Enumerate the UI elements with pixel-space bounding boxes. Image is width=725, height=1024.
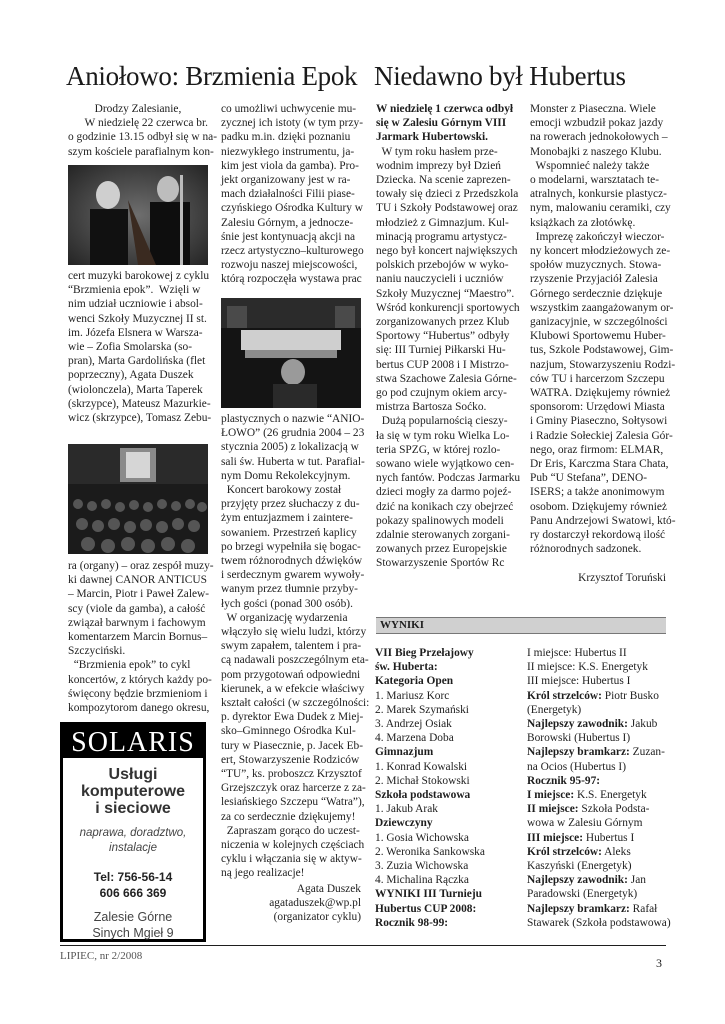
- text-line: zdalnie sterowanych zorgani-: [376, 529, 510, 541]
- text-line: pom przygotowań odpowiedni: [221, 668, 361, 681]
- text-line: zorganizowanych przez Klub: [376, 316, 510, 328]
- text-line: ny koncert młodzieżowych ze-: [530, 245, 671, 257]
- result-line: [527, 646, 627, 660]
- result-line: Dziewczyny: [375, 817, 433, 830]
- result-line: 3. Andrzej Osiak: [375, 718, 452, 730]
- result-value: Kaszyński (Energetyk): [527, 860, 632, 872]
- text-line: książkach za złotówkę.: [530, 216, 636, 229]
- text-line: zowanych przez Europejskie: [376, 543, 507, 556]
- text-line: nych fantów. Podczas Jarmarku: [376, 472, 521, 485]
- text-line: Zalesiu Górnym, a jednocze-: [221, 216, 354, 229]
- text-line: atralnych, konkursie plastycz-: [530, 188, 667, 201]
- text-line: niczenia w kolejnych częściach: [221, 839, 365, 851]
- result-line: Rocznik 98-99:: [375, 916, 449, 929]
- result-line: [527, 717, 657, 731]
- signature-line: agataduszek@wp.pl: [269, 897, 361, 910]
- result-line: [527, 660, 648, 674]
- text-line: mach działalności Filii piase-: [221, 188, 355, 201]
- text-line: młodzież z Gimnazjum. Kul-: [376, 216, 509, 229]
- text-line: łych gości (ponad 300 osób).: [221, 597, 353, 610]
- text-line: ert, Stowarzyszenie Rodziców: [221, 753, 360, 766]
- result-label: II miejsce:: [527, 803, 579, 816]
- result-value: I miejsce: Hubertus II: [527, 647, 627, 659]
- text-line: – Marcin, Piotr i Paweł Zalew-: [68, 588, 210, 601]
- text-line: o godzinie 13.15 odbył się w na-: [68, 131, 218, 144]
- text-line: WATRA. Dziękujemy również: [530, 387, 671, 399]
- text-line: cyklu i włączania się w aktyw-: [221, 853, 362, 866]
- text-line: sali św. Huberta w tut. Parafial-: [221, 455, 365, 468]
- text-line: rozwoju naszej miejscowości,: [221, 259, 358, 272]
- result-line: [527, 689, 659, 703]
- text-line: p. dyrektor Ewa Dudek z Miej-: [221, 711, 364, 724]
- result-line: WYNIKI III Turnieju: [375, 888, 482, 901]
- text-line: sowaniem. Przestrzeń kaplicy: [221, 526, 357, 539]
- text-line: “Brzmienia epok” to cykl: [68, 659, 191, 672]
- result-value: K.S. Energetyk: [574, 789, 647, 801]
- text-line: im. Józefa Elsnera w Warsza-: [68, 326, 203, 339]
- text-line: rzyszenie Przyjaciół Zalesia: [530, 273, 658, 286]
- text-line: przyjęty przez słuchaczy z du-: [221, 498, 360, 511]
- text-line: ła się w tym roku Wielka Lo-: [376, 429, 510, 442]
- solaris-advert: [60, 722, 206, 942]
- advert-addr2: Sinych Mgieł 9: [92, 926, 174, 940]
- result-line: [527, 788, 647, 802]
- text-line: wszystkim zaangażowanym or-: [530, 301, 674, 314]
- advert-addr1: Zalesie Górne: [93, 910, 173, 924]
- text-line: się w Zalesiu Górnym VIII: [376, 117, 507, 130]
- advert-line3: i sieciowe: [95, 800, 171, 817]
- text-line: ców TU i harcerzom Szczepu: [530, 372, 665, 385]
- text-line: W tym roku hasłem prze-: [376, 145, 498, 158]
- text-line: stwa Szachowe Zalesia Górne-: [376, 372, 517, 385]
- result-line: [527, 731, 630, 745]
- text-line: osobom. Dziękujemy również: [530, 500, 667, 513]
- text-line: tus, Szkole Podstawowej, Gim-: [530, 344, 674, 357]
- text-line: poprzeczny), Agata Duszek: [68, 369, 194, 382]
- text-line: ra (organy) – oraz zespół muzy-: [68, 560, 214, 572]
- text-line: nym Domu Rekolekcyjnym.: [221, 469, 351, 482]
- text-line: Szkoły Muzycznej “Maestro”.: [376, 287, 515, 300]
- col2-signature: [221, 882, 361, 932]
- text-line: ŁOWO” (26 grudnia 2004 – 23: [221, 427, 365, 440]
- text-line: wie – Zofia Smolarska (so-: [68, 341, 193, 353]
- page-number: 3: [656, 956, 662, 970]
- text-line: nego był koncert największych: [376, 245, 518, 257]
- text-line: twem różnorodnych dźwięków: [221, 555, 363, 567]
- result-line: Hubertus CUP 2008:: [375, 902, 477, 915]
- text-line: tury w Piasecznie, p. Jacek Eb-: [221, 739, 364, 752]
- text-line: o modelarni, warsztatach te-: [530, 174, 660, 186]
- advert-sub2: instalacje: [109, 842, 157, 854]
- text-line: scy (viole da gamba), a całość: [68, 602, 206, 615]
- result-line: 1. Mariusz Korc: [375, 689, 450, 702]
- result-value: Zuzan-: [629, 746, 665, 759]
- results-left: [375, 646, 520, 936]
- text-line: TU i Szkoły Podstawowej oraz: [376, 202, 518, 215]
- col1-continued: [68, 559, 214, 719]
- result-line: [527, 774, 600, 788]
- result-line: 1. Konrad Kowalski: [375, 760, 468, 773]
- text-line: Imprezę zakończył wieczor-: [530, 230, 665, 243]
- advert-phones: [63, 869, 203, 901]
- text-line: sponsorom: Urzędowi Miasta: [530, 401, 665, 414]
- text-line: nym, malowaniu ceramiki, czy: [530, 202, 671, 215]
- text-line: społów muzycznych. Stowa-: [530, 259, 662, 272]
- photo-musicians: [68, 165, 208, 265]
- col3-body: [376, 102, 521, 577]
- text-line: (wiolonczela), Marta Taperek: [68, 383, 203, 396]
- result-label: Najlepszy bramkarz:: [527, 902, 630, 915]
- text-line: święcony będzie brzmieniom i: [68, 687, 208, 700]
- result-value: Jakub: [627, 718, 658, 730]
- text-line: padku m.in. dzięki poznaniu: [221, 131, 351, 144]
- text-line: W niedzielę 1 czerwca odbył: [376, 103, 514, 115]
- text-line: Koncert barokowy został: [221, 484, 342, 496]
- result-value: Piotr Busko: [601, 689, 659, 702]
- text-line: dzieci mogły za darmo pojeź-: [376, 486, 512, 499]
- advert-address: [63, 909, 203, 941]
- text-line: sowano wiele wyjątkowo cen-: [376, 458, 515, 470]
- text-line: się: III Turniej Piłkarski Hu-: [376, 344, 506, 357]
- text-line: stycznia 2005) z lokalizacją w: [221, 441, 359, 454]
- signature-line: (organizator cyklu): [273, 911, 361, 924]
- result-value: Jan: [627, 874, 646, 887]
- text-line: mistrza Bartosza Soćko.: [376, 401, 487, 414]
- text-line: Sportowy “Hubertus” odbyły: [376, 330, 510, 343]
- text-line: emocji wzbudził pokaz jazdy: [530, 117, 664, 130]
- text-line: Panu Andrzejowi Swatowi, któ-: [530, 514, 676, 527]
- text-line: Drodzy Zalesianie,: [94, 103, 182, 115]
- text-line: “Brzmienia epok”. Wzięli w: [68, 284, 201, 297]
- results-right: [527, 646, 672, 936]
- text-line: ną jego realizacje!: [221, 867, 305, 880]
- advert-line1: Usługi: [108, 766, 158, 783]
- author-signature: Krzysztof Toruński: [578, 572, 666, 584]
- text-line: ki dawnej CANOR ANTICUS: [68, 574, 207, 587]
- photo-audience: [68, 444, 208, 554]
- text-line: pran), Marta Gardolińska (flet: [68, 355, 206, 368]
- col1-body: [68, 269, 212, 429]
- result-line: 2. Marek Szymański: [375, 703, 469, 716]
- text-line: Monster z Piaseczna. Wiele: [530, 103, 656, 115]
- result-value: wowa w Zalesiu Górnym: [527, 817, 643, 830]
- text-line: nim udział uczniowie i absol-: [68, 298, 203, 311]
- text-line: minacją programu artystycz-: [376, 230, 507, 243]
- results-banner: [376, 617, 666, 634]
- col2-continued: [221, 412, 370, 884]
- result-line: 4. Michalina Rączka: [375, 874, 469, 887]
- text-line: którą rozpoczęła wystawa prac: [221, 273, 362, 286]
- result-line: Kategoria Open: [375, 675, 454, 688]
- advert-brand: SOLARIS: [63, 725, 203, 758]
- text-line: po brzegi wypełniła się bogac-: [221, 540, 361, 553]
- text-line: niezwykłego instrumentu, ja-: [221, 145, 355, 158]
- result-line: [527, 745, 665, 759]
- text-line: teria SPZG, w której rozlo-: [376, 443, 501, 456]
- text-line: Klubowi Sportowemu Huber-: [530, 330, 666, 343]
- text-line: koncertów, z których każdy po-: [68, 673, 212, 686]
- result-line: Gimnazjum: [375, 746, 434, 759]
- text-line: Dziecka. Na scenie zaprezen-: [376, 174, 511, 186]
- result-line: VII Bieg Przełajowy: [375, 647, 474, 659]
- text-line: kim jest viola da gamba). Pro-: [221, 159, 359, 172]
- advert-subtitle: [63, 826, 203, 856]
- text-line: nego, oraz firmom: ELMAR,: [530, 443, 664, 456]
- text-line: Pub “U Stefana”, DENO-: [530, 472, 648, 485]
- result-line: [527, 816, 642, 830]
- text-line: jekt organizowany jest w ra-: [221, 174, 351, 186]
- result-line: [527, 674, 630, 688]
- text-line: Szczyciński.: [68, 645, 126, 658]
- text-line: naniu nauczycieli i uczniów: [376, 273, 504, 286]
- result-label: Najlepszy zawodnik:: [527, 718, 628, 730]
- result-line: [527, 902, 657, 916]
- text-line: żym entuzjazmem i zaintere-: [221, 512, 353, 525]
- result-value: Hubertus I: [583, 831, 635, 844]
- result-line: [527, 887, 637, 901]
- text-line: towały się dzieci z Przedszkola: [376, 188, 519, 201]
- result-label: Najlepszy zawodnik:: [527, 874, 628, 887]
- text-line: różnorodnych sadzonek.: [530, 543, 642, 556]
- text-line: związał barwnym i fachowym: [68, 616, 206, 629]
- advert-sub1: naprawa, doradztwo,: [79, 827, 187, 839]
- result-line: [527, 845, 631, 859]
- result-line: [527, 916, 671, 930]
- text-line: plastycznych o nazwie “ANIO-: [221, 413, 365, 425]
- result-value: Aleks: [601, 845, 631, 858]
- text-line: za co serdecznie dziękujemy!: [221, 810, 356, 823]
- col4-body: [530, 102, 676, 562]
- text-line: polskich przebojów w wyko-: [376, 259, 509, 272]
- text-line: ganizacyjnie, w szczególności: [530, 316, 668, 328]
- text-line: W niedzielę 22 czerwca br.: [84, 117, 208, 130]
- text-line: W organizację wydarzenia: [221, 611, 348, 624]
- text-line: wicz (skrzypce), Tomasz Zebu-: [68, 412, 212, 424]
- text-line: ISERS; a także anonimowym: [530, 486, 665, 499]
- result-label: III miejsce:: [527, 831, 583, 844]
- text-line: Wśród konkurencji sportowych: [376, 301, 520, 314]
- result-line: [527, 703, 581, 717]
- result-line: 4. Marzena Doba: [375, 732, 454, 745]
- footer-rule: [60, 945, 666, 946]
- text-line: Zapraszam gorąco do uczest-: [221, 824, 360, 837]
- text-line: czyńskiego Ośrodka Kultury w: [221, 202, 364, 215]
- article-title-concert: Aniołowo: Brzmienia Epok: [66, 61, 358, 91]
- result-value: Stawarek (Szkoła podstawowa): [527, 916, 671, 929]
- result-line: św. Huberta:: [375, 661, 438, 674]
- col1-intro: [68, 102, 218, 162]
- text-line: na rowerach jednokołowych –: [530, 131, 668, 144]
- result-label: Rocznik 95-97:: [527, 774, 601, 787]
- advert-service: [63, 766, 203, 817]
- text-line: go pod czujnym okiem arcy-: [376, 387, 507, 399]
- text-line: Dużą popularnością cieszy-: [376, 415, 508, 428]
- result-line: 2. Weronika Sankowska: [375, 845, 485, 858]
- text-line: co umożliwi uchwycenie mu-: [221, 103, 357, 115]
- text-line: dzić na konikach czy obejrzeć: [376, 500, 514, 513]
- text-line: Wspomnieć należy także: [530, 159, 650, 172]
- text-line: i Gminy Piaseczno, Sołtysowi: [530, 415, 668, 428]
- result-line: 3. Zuzia Wichowska: [375, 860, 469, 872]
- results-header: WYNIKI: [380, 619, 425, 631]
- advert-tel2: 606 666 369: [99, 886, 167, 900]
- text-line: Monobajki z naszego Klubu.: [530, 145, 662, 158]
- result-label: Król strzelców:: [527, 845, 602, 858]
- text-line: Stowarzyszenie Sportów Rc: [376, 557, 505, 570]
- text-line: śnie jest kontynuacją akcji na: [221, 230, 356, 243]
- photo-organist: [221, 298, 361, 408]
- result-value: Szkoła Podsta-: [578, 803, 650, 816]
- advert-line2: komputerowe: [80, 783, 185, 800]
- result-line: Szkoła podstawowa: [375, 789, 471, 801]
- text-line: sko–Gminnego Ośrodka Kul-: [221, 725, 356, 738]
- text-line: swym zapałem, talentem i pra-: [221, 640, 362, 653]
- text-line: szym kościele parafialnym kon-: [68, 145, 214, 158]
- result-value: na Ocios (Hubertus I): [527, 760, 627, 773]
- text-line: wanym przez tłumnie przyby-: [221, 583, 358, 596]
- text-line: nazjum, Stowarzyszeniu Rodzi-: [530, 358, 676, 371]
- col2-body: [221, 102, 364, 292]
- text-line: włączyło się wielu ludzi, którzy: [221, 626, 367, 638]
- text-line: “TU”, ks. proboszcz Krzysztof: [221, 768, 362, 780]
- result-line: [527, 802, 649, 816]
- result-value: II miejsce: K.S. Energetyk: [527, 661, 648, 674]
- col4-signature: [530, 571, 666, 587]
- text-line: i serdecznym gwarem wywoły-: [221, 569, 365, 582]
- result-value: Borowski (Hubertus I): [527, 732, 631, 745]
- text-line: Górnego serdecznie dziękuje: [530, 287, 663, 300]
- advert-tel: Tel: 756-56-14: [93, 870, 173, 884]
- text-line: lesiańskiego Szczepu “Watra”),: [221, 796, 365, 809]
- text-line: Jarmark Hubertowski.: [376, 131, 489, 144]
- result-line: [527, 760, 626, 774]
- text-line: rzecz artystyczno–kulturowego: [221, 245, 364, 257]
- text-line: ry dostarczył rekordową ilość: [530, 529, 666, 541]
- result-value: (Energetyk): [527, 703, 582, 716]
- text-line: i Radzie Sołeckiej Zalesia Gór-: [530, 429, 673, 442]
- text-line: zycznej ich istoty (w tym przy-: [221, 117, 364, 130]
- result-line: [527, 831, 634, 845]
- text-line: Grzejszczyk oraz harcerze z za-: [221, 782, 366, 795]
- text-line: (skrzypce), Mateusz Mazurkie-: [68, 397, 211, 410]
- text-line: cą nadawali poszczególnym eta-: [221, 654, 369, 667]
- footer-issue: LIPIEC, nr 2/2008: [60, 950, 143, 962]
- text-line: cert muzyki barokowej z cyklu: [68, 270, 210, 282]
- result-value: Paradowski (Energetyk): [527, 888, 638, 901]
- text-line: kompozytorom danego okresu,: [68, 702, 210, 714]
- text-line: bertus CUP 2008 i I Mistrzo-: [376, 358, 509, 371]
- result-value: Rafał: [629, 902, 658, 915]
- text-line: wodnim imprezy był Dzień: [376, 159, 501, 172]
- text-line: Dr Eris, Karczma Stara Chata,: [530, 458, 669, 470]
- article-title-hubertus: Niedawno był Hubertus: [374, 61, 626, 91]
- signature-line: Agata Duszek: [296, 883, 361, 895]
- result-value: III miejsce: Hubertus I: [527, 675, 631, 688]
- result-line: [527, 859, 632, 873]
- result-line: [527, 873, 646, 887]
- result-line: 2. Michał Stokowski: [375, 774, 470, 787]
- result-line: 1. Gosia Wichowska: [375, 831, 469, 844]
- text-line: pokazy spalinowych modeli: [376, 514, 504, 527]
- text-line: kształt całości (w szczególności:: [221, 697, 370, 709]
- result-line: 1. Jakub Arak: [375, 803, 438, 816]
- result-label: Król strzelców:: [527, 689, 602, 702]
- result-label: Najlepszy bramkarz:: [527, 746, 630, 759]
- result-label: I miejsce:: [527, 789, 575, 801]
- text-line: komentarzem Marcin Bornus–: [68, 631, 208, 643]
- text-line: kierunek, a w efekcie właściwy: [221, 682, 365, 695]
- text-line: wenci Szkoły Muzycznej II st.: [68, 312, 207, 325]
